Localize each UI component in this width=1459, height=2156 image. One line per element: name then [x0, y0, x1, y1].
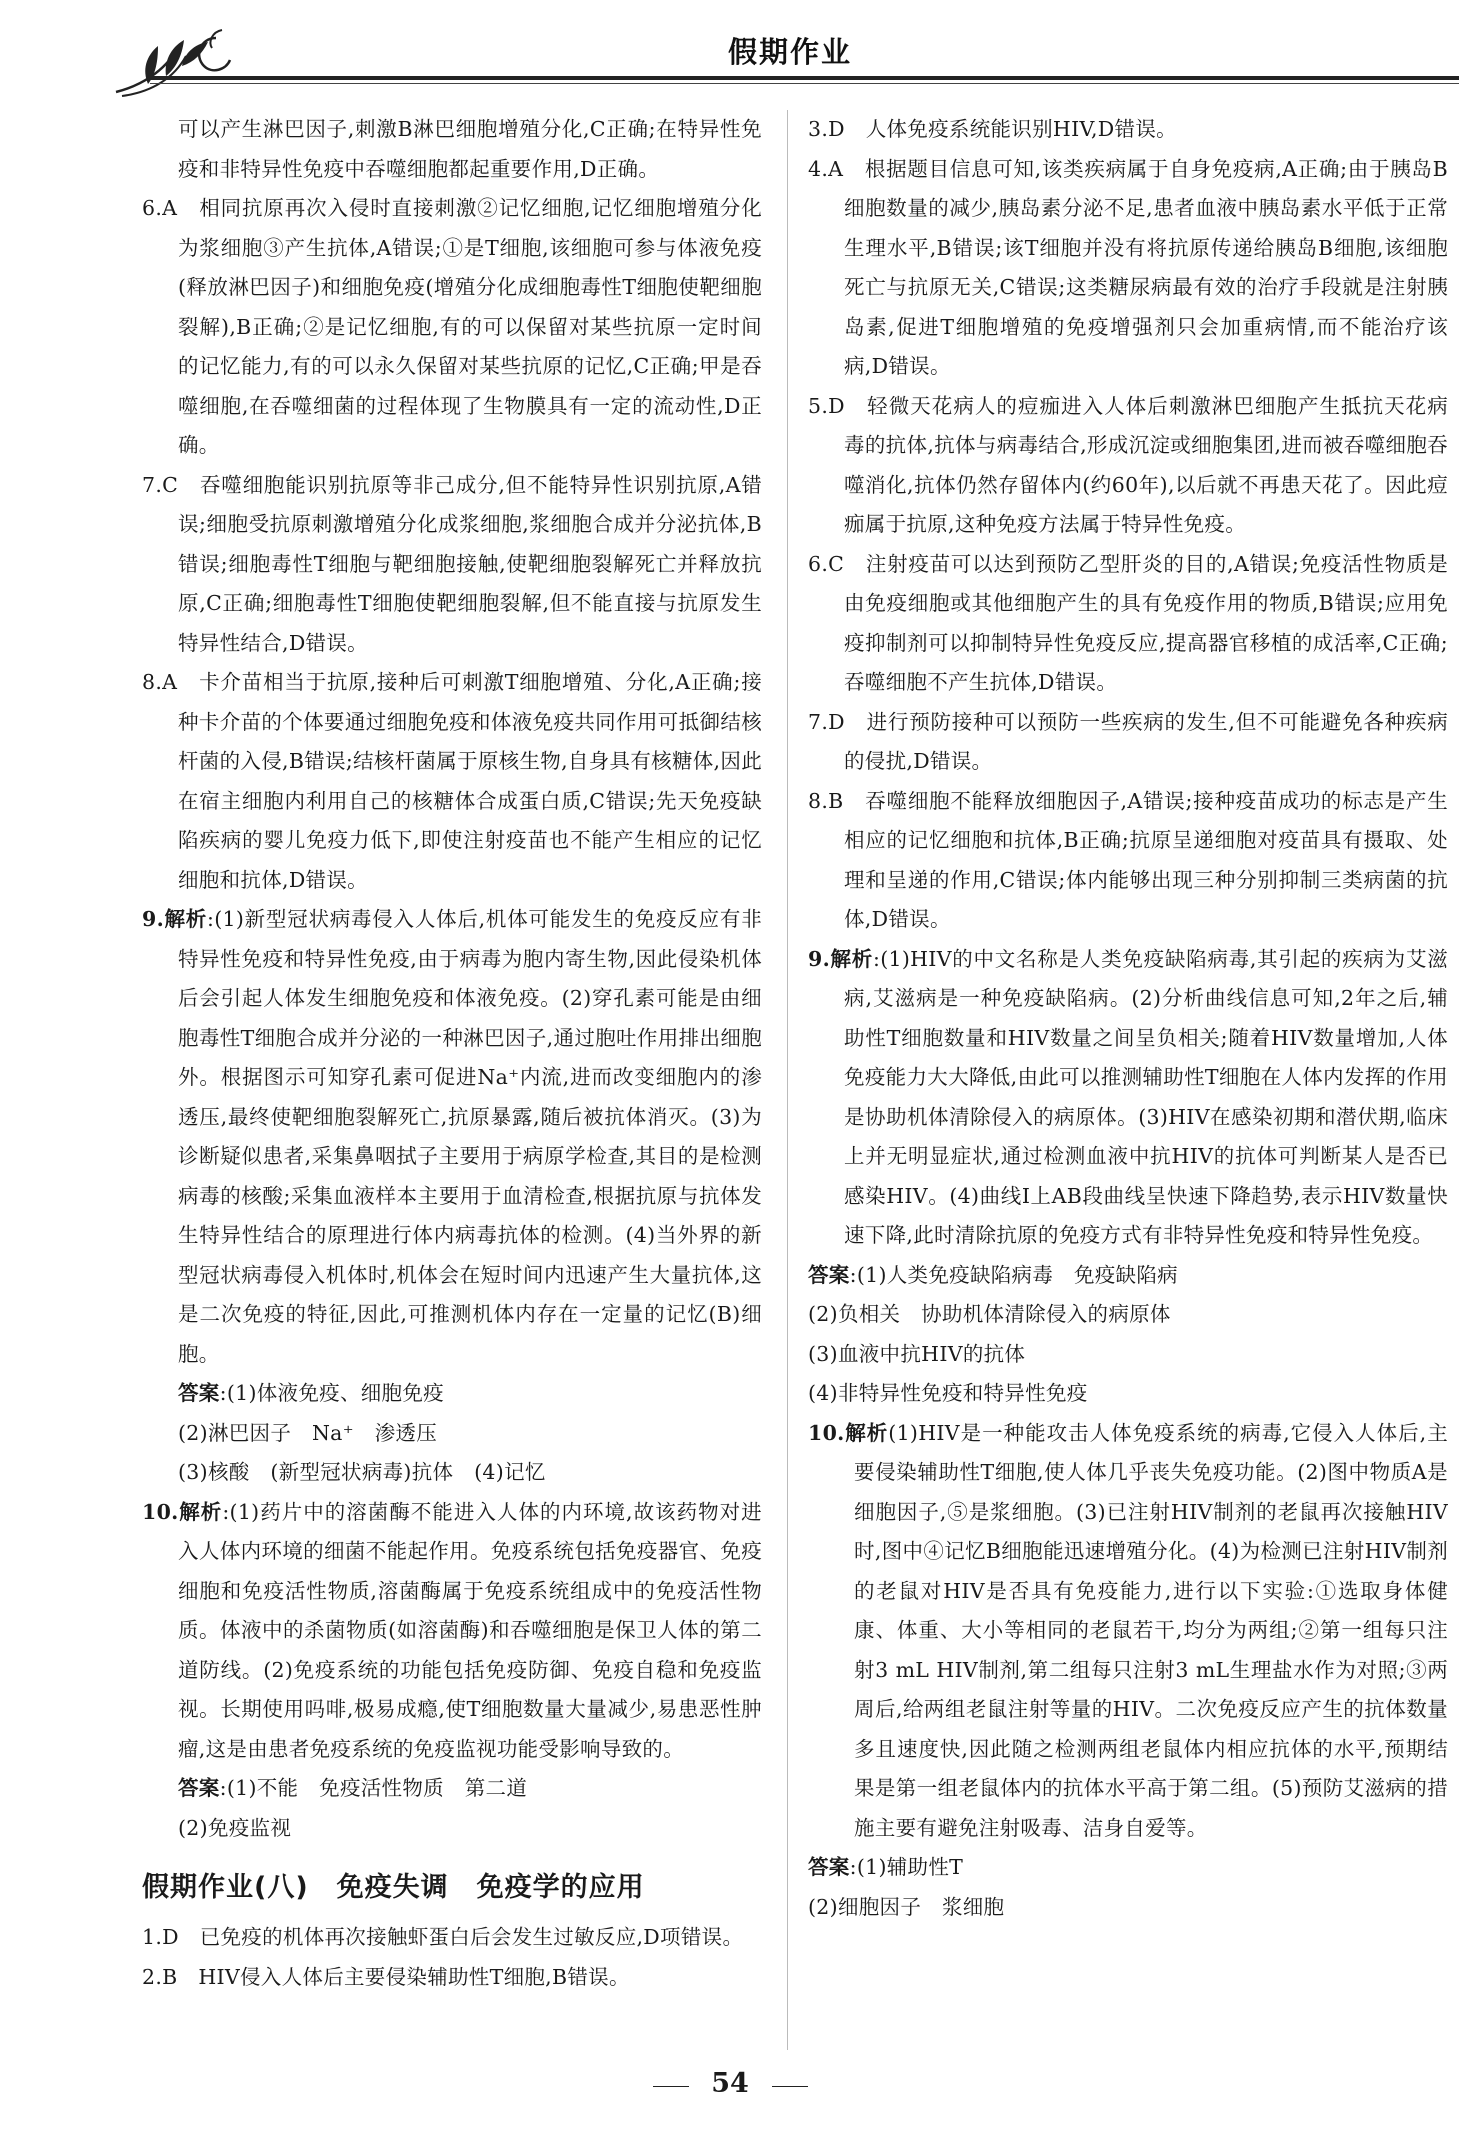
answer-line: (2)负相关 协助机体清除侵入的病原体 [808, 1302, 1171, 1326]
answer-item-7: 7.C 吞噬细胞能识别抗原等非己成分,但不能特异性识别抗原,A错误;细胞受抗原刺激增殖分化成浆细胞,浆细胞合成并分泌抗体,B错误;细胞毒性T细胞与靶细胞接触,使靶细胞裂解死亡并释放抗原,C正确;细胞毒性T细胞使靶细胞裂解,但不能直接与抗原发生特异性结合,D错误。 [142, 472, 762, 655]
answer-text: :(1)人类免疫缺陷病毒 免疫缺陷病 [849, 1262, 1178, 1287]
answer-line: (2)细胞因子 浆细胞 [808, 1894, 1005, 1919]
answer-item-8: 8.A 卡介苗相当于抗原,接种后可刺激T细胞增殖、分化,A正确;接种卡介苗的个体要通过细胞免疫和体液免疫共同作用可抵御结核杆菌的入侵,B错误;结核杆菌属于原核生物,自身具有核糖体,因此在宿主细胞内利用自己的核糖体合成蛋白质,C错误;先天免疫缺陷疾病的婴儿免疫力低下,即使注射疫苗也不能产生相应的记忆细胞和抗体,D错误。 [142, 670, 762, 892]
answer-line [808, 1256, 1448, 1296]
answer-text: :(1)辅助性T [849, 1855, 964, 1879]
answer-line: (4)非特异性免疫和特异性免疫 [808, 1381, 1088, 1405]
answer-item-4: 4.A 根据题目信息可知,该类疾病属于自身免疫病,A正确;由于胰岛B细胞数量的减少,胰岛素分泌不足,患者血液中胰岛素水平低于正常生理水平,B错误;该T细胞并没有将抗原传递给胰岛B细胞,该细胞死亡与抗原无关,C错误;这类糖尿病最有效的治疗手段就是注射胰岛素,促进T细胞增殖的免疫增强剂只会加重病情,而不能治疗该病,D错误。 [808, 156, 1448, 378]
answer-line [142, 1374, 762, 1414]
analysis-label: 10.解析 [142, 1499, 223, 1524]
answer-item-6: 6.C 注射疫苗可以达到预防乙型肝炎的目的,A错误;免疫活性物质是由免疫细胞或其他细胞产生的具有免疫作用的物质,B错误;应用免疫抑制剂可以抑制特异性免疫反应,提高器官移植的成活率,C正确;吞噬细胞不产生抗体,D错误。 [808, 551, 1448, 694]
analysis-text: (1)HIV是一种能攻击人体免疫系统的病毒,它侵入人体后,主要侵染辅助性T细胞,使人体几乎丧失免疫功能。(2)图中物质A是细胞因子,⑤是浆细胞。(3)已注射HIV制剂的老鼠再次接触HIV时,图中④记忆B细胞能迅速增殖分化。(4)为检测已注射HIV制剂的老鼠对HIV是否具有免疫能力,进行以下实验:①选取身体健康、体重、大小等相同的老鼠若干,均分为两组;②第一组每只注射3 mL HIV制剂,第二组每只注射3 mL生理盐水作为对照;③两周后,给两组老鼠注射等量的HIV。二次免疫反应产生的抗体数量多且速度快,因此随之检测两组老鼠体内相应抗体的水平,预期结果是第一组老鼠体内的抗体水平高于第二组。(5)预防艾滋病的措施主要有避免注射吸毒、洁身自爱等。 [854, 1420, 1448, 1840]
left-column [142, 110, 762, 2050]
page-number-rule-right [772, 2086, 808, 2087]
answer-line: (3)血液中抗HIV的抗体 [808, 1341, 1026, 1366]
answer-item-9 [808, 940, 1448, 1256]
page-header [0, 0, 1459, 108]
analysis-label: 9.解析 [142, 907, 208, 931]
analysis-label: 9.解析 [808, 946, 873, 971]
answer-item-3: 3.D 人体免疫系统能识别HIV,D错误。 [808, 117, 1177, 141]
answer-item-5: 5.D 轻微天花病人的痘痂进入人体后刺激淋巴细胞产生抵抗天花病毒的抗体,抗体与病毒结合,形成沉淀或细胞集团,进而被吞噬细胞吞噬消化,抗体仍然存留体内(约60年),以后就不再患天花了。因此痘痂属于抗原,这种免疫方法属于特异性免疫。 [808, 393, 1448, 536]
answer-paragraph: 可以产生淋巴因子,刺激B淋巴细胞增殖分化,C正确;在特异性免疫和非特异性免疫中吞噬细胞都起重要作用,D正确。 [178, 117, 762, 181]
answer-line: (2)免疫监视 [178, 1815, 292, 1840]
header-rule-thin [150, 83, 1459, 84]
answer-item-1: 1.D 已免疫的机体再次接触虾蛋白后会发生过敏反应,D项错误。 [142, 1925, 744, 1949]
analysis-text: :(1)药片中的溶菌酶不能进入人体的内环境,故该药物对进入人体内环境的细菌不能起作用。免疫系统包括免疫器官、免疫细胞和免疫活性物质,溶菌酶属于免疫系统组成中的免疫活性物质。体液中的杀菌物质(如溶菌酶)和吞噬细胞是保卫人体的第二道防线。(2)免疫系统的功能包括免疫防御、免疫自稳和免疫监视。长期使用吗啡,极易成瘾,使T细胞数量大量减少,易患恶性肿瘤,这是由患者免疫系统的免疫监视功能受影响导致的。 [178, 1499, 762, 1761]
answer-item-6: 6.A 相同抗原再次入侵时直接刺激②记忆细胞,记忆细胞增殖分化为浆细胞③产生抗体,A错误;①是T细胞,该细胞可参与体液免疫(释放淋巴因子)和细胞免疫(增殖分化成细胞毒性T细胞使靶细胞裂解),B正确;②是记忆细胞,有的可以保留对某些抗原一定时间的记忆能力,有的可以永久保留对某些抗原的记忆,C正确;甲是吞噬细胞,在吞噬细菌的过程体现了生物膜具有一定的流动性,D正确。 [142, 196, 762, 457]
answer-text: :(1)体液免疫、细胞免疫 [219, 1381, 444, 1405]
analysis-label: 10.解析 [808, 1420, 889, 1445]
right-column [808, 110, 1448, 2050]
answer-line: (3)核酸 (新型冠状病毒)抗体 (4)记忆 [178, 1460, 546, 1484]
answer-label: 答案 [178, 1776, 220, 1800]
analysis-text: :(1)HIV的中文名称是人类免疫缺陷病毒,其引起的疾病为艾滋病,艾滋病是一种免疫缺陷病。(2)分析曲线信息可知,2年之后,辅助性T细胞数量和HIV数量之间呈负相关;随着HIV数量增加,人体免疫能力大大降低,由此可以推测辅助性T细胞在人体内发挥的作用是协助机体清除侵入的病原体。(3)HIV在感染初期和潜伏期,临床上并无明显症状,通过检测血液中抗HIV的抗体可判断某人是否已感染HIV。(4)曲线Ⅰ上AB段曲线呈快速下降趋势,表示HIV数量快速下降,此时清除抗原的免疫方式有非特异性免疫和特异性免疫。 [844, 946, 1448, 1247]
floral-ornament-icon [112, 26, 242, 102]
analysis-text: :(1)新型冠状病毒侵入人体后,机体可能发生的免疫反应有非特异性免疫和特异性免疫,由于病毒为胞内寄生物,因此侵染机体后会引起人体发生细胞免疫和体液免疫。(2)穿孔素可能是由细胞毒性T细胞合成并分泌的一种淋巴因子,通过胞吐作用排出细胞外。根据图示可知穿孔素可促进Na⁺内流,进而改变细胞内的渗透压,最终使靶细胞裂解死亡,抗原暴露,随后被抗体消灭。(3)为诊断疑似患者,采集鼻咽拭子主要用于病原学检查,其目的是检测病毒的核酸;采集血液样本主要用于血清检查,根据抗原与抗体发生特异性结合的原理进行体内病毒抗体的检测。(4)当外界的新型冠状病毒侵入机体时,机体会在短时间内迅速产生大量抗体,这是二次免疫的特征,因此,可推测机体内存在一定量的记忆(B)细胞。 [178, 907, 762, 1366]
page-number: 54 [711, 2068, 749, 2099]
answer-item-7: 7.D 进行预防接种可以预防一些疾病的发生,但不可能避免各种疾病的侵扰,D错误。 [808, 709, 1448, 773]
column-divider [787, 110, 788, 2050]
answer-item-2: 2.B HIV侵入人体后主要侵染辅助性T细胞,B错误。 [142, 1964, 630, 1989]
answer-line: (2)淋巴因子 Na⁺ 渗透压 [178, 1420, 438, 1445]
answer-line [142, 1769, 762, 1809]
answer-item-8: 8.B 吞噬细胞不能释放细胞因子,A错误;接种疫苗成功的标志是产生相应的记忆细胞和抗体,B正确;抗原呈递细胞对疫苗具有摄取、处理和呈递的作用,C错误;体内能够出现三种分别抑制三类病菌的抗体,D错误。 [808, 788, 1448, 931]
answer-label: 答案 [178, 1381, 220, 1405]
answer-label: 答案 [808, 1262, 850, 1287]
answer-label: 答案 [808, 1855, 850, 1879]
answer-line [808, 1848, 1448, 1888]
header-title: 假期作业 [727, 35, 852, 69]
header-rule [150, 76, 1459, 80]
section-title: 假期作业(八) 免疫失调 免疫学的应用 [142, 1872, 645, 1903]
answer-item-10 [142, 1493, 762, 1770]
answer-item-10 [808, 1414, 1448, 1849]
answer-text: :(1)不能 免疫活性物质 第二道 [219, 1776, 528, 1800]
answer-item-9 [142, 900, 762, 1374]
